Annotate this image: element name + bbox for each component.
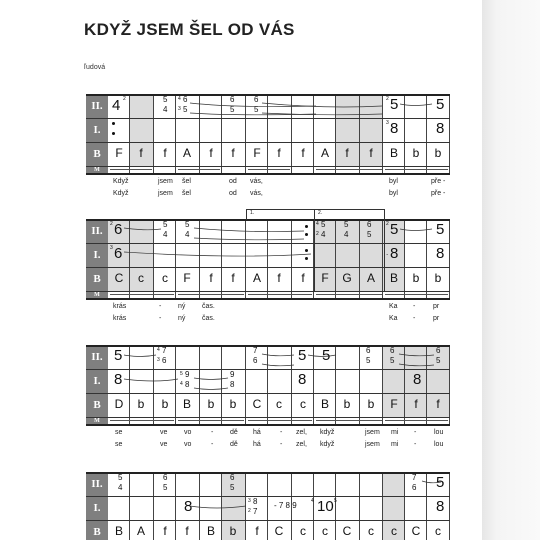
page-edge-shadow [482, 0, 540, 540]
lyric: když [320, 441, 335, 448]
lyric: pr [433, 303, 440, 310]
lyric: Ka [389, 303, 398, 310]
bass-note: B [320, 397, 329, 411]
lyric: lou [434, 441, 444, 448]
row-label-b: B [86, 393, 108, 417]
lyric: - [280, 441, 283, 448]
row-label-i: I. [86, 369, 108, 393]
bass-note: f [301, 271, 305, 285]
lyric: krás [113, 315, 127, 322]
bass-note: c [368, 524, 374, 538]
lyric: se [115, 429, 123, 436]
lyric: - [211, 441, 214, 448]
lyric: jsem [365, 429, 380, 436]
lyric: se [115, 441, 123, 448]
bass-note: b [229, 524, 237, 538]
row-label-ii: II. [86, 345, 108, 369]
bass-note: f [163, 524, 167, 538]
lyric: když [320, 429, 335, 436]
lyric: - [159, 303, 162, 310]
lyric: byl [389, 178, 398, 185]
bass-note: f [163, 146, 167, 160]
lyric: pře - [431, 178, 446, 185]
bass-note: A [182, 146, 191, 160]
bass-note: f [345, 146, 349, 160]
bass-note: c [300, 397, 306, 411]
slur-lines [86, 219, 450, 267]
lyric: há [253, 429, 261, 436]
bass-note: f [369, 146, 373, 160]
bass-note: G [342, 271, 352, 285]
bass-note: C [252, 397, 262, 411]
bass-note: A [252, 271, 261, 285]
lyric: krás [113, 303, 127, 310]
bass-note: B [206, 524, 215, 538]
bass-note: B [114, 524, 123, 538]
bass-note: F [390, 397, 398, 411]
bass-note: c [391, 524, 397, 538]
row-label-ii: II. [86, 219, 108, 243]
lyric: vo [184, 441, 192, 448]
lyric: pr [433, 315, 440, 322]
lyric: - [414, 441, 417, 448]
row-label-ii: II. [86, 94, 108, 118]
bass-note: C [342, 524, 352, 538]
tab-system-3: II. I. B M 5 4 7 3 6 7 6 5 5 6 5 6 5 6 5 8 5 9 4 8 9 8 8 8 D b b B b b C c c B b b F f f [86, 345, 450, 425]
lyric: dě [230, 429, 238, 436]
bass-note: b [434, 271, 442, 285]
row-label-b: B [86, 142, 108, 166]
lyric: zel, [296, 441, 307, 448]
lyric: pře - [431, 190, 446, 197]
row-label-i: I. [86, 496, 108, 520]
bass-note: b [161, 397, 169, 411]
bass-note: B [389, 146, 398, 160]
lyric: há [253, 441, 261, 448]
song-subtitle: ľudová [84, 64, 106, 71]
bass-note: F [183, 271, 191, 285]
lyric: ve [160, 429, 168, 436]
slur-lines [86, 472, 450, 520]
bass-note: f [436, 397, 440, 411]
lyric: šel [182, 178, 191, 185]
lyric: jsem [158, 178, 173, 185]
bass-note: b [229, 397, 237, 411]
bass-note: f [277, 146, 281, 160]
lyric: Když [113, 190, 129, 197]
lyric: - [159, 315, 162, 322]
volta-label-1: 1. [250, 210, 255, 216]
bass-note: f [209, 146, 213, 160]
tab-system-2: II. I. B M 1. 2. 2 6 5 4 5 4 4 5 2 4 5 4 6 5 2 5 5 3 6 . 8 8 C c c F f f A f f F G A B b b [86, 219, 450, 299]
lyric: jsem [158, 190, 173, 197]
lyric: vás, [250, 190, 263, 197]
bass-note: c [300, 524, 306, 538]
bass-note: b [412, 271, 420, 285]
lyric: - [413, 303, 416, 310]
bass-note: b [412, 146, 420, 160]
bass-note: f [277, 271, 281, 285]
lyric: dě [230, 441, 238, 448]
lyric: mi [391, 441, 399, 448]
bass-note: c [162, 271, 168, 285]
tab-system-4: II. I. B 5 4 6 5 6 5 7 6 5 8 3 8 2 7 - 7 8 9 4 10 5 8 B A f f B b f C c c C c c C c [86, 472, 450, 540]
lyric: - [211, 429, 214, 436]
lyric: ný [178, 315, 186, 322]
bass-note: f [414, 397, 418, 411]
bass-note: c [138, 271, 144, 285]
lyric: Ka [389, 315, 398, 322]
lyric: šel [182, 190, 191, 197]
bass-note: f [301, 146, 305, 160]
bass-note: B [389, 271, 398, 285]
bass-note: f [231, 271, 235, 285]
run-notes: - 7 8 9 [274, 501, 297, 510]
lyric: ve [160, 441, 168, 448]
bass-note: c [322, 524, 328, 538]
row-label-m: M [86, 166, 108, 174]
lyric: zel, [296, 429, 307, 436]
lyric: vás, [250, 178, 263, 185]
bass-note: c [276, 397, 282, 411]
bass-note: A [136, 524, 145, 538]
lyric: byl [389, 190, 398, 197]
bass-note: b [343, 397, 351, 411]
bass-note: f [185, 524, 189, 538]
bass-note: D [114, 397, 124, 411]
bass-note: f [231, 146, 235, 160]
slur-lines [86, 94, 450, 118]
bass-note: C [411, 524, 421, 538]
bass-note: b [434, 146, 442, 160]
bass-note: f [209, 271, 213, 285]
row-label-m: M [86, 417, 108, 425]
bass-note: A [366, 271, 375, 285]
lyric: jsem [365, 441, 380, 448]
lyric: lou [434, 429, 444, 436]
row-label-b: B [86, 520, 108, 540]
bass-note: F [115, 146, 123, 160]
lyric: od [229, 190, 237, 197]
row-label-i: I. [86, 243, 108, 267]
bass-note: F [253, 146, 261, 160]
row-label-b: B [86, 267, 108, 291]
lyric: čas. [202, 315, 215, 322]
bass-note: B [182, 397, 191, 411]
slur-lines [86, 345, 450, 393]
bass-note: f [255, 524, 259, 538]
row-label-m: M [86, 291, 108, 299]
lyric: mi [391, 429, 399, 436]
lyric: od [229, 178, 237, 185]
lyric: - [280, 429, 283, 436]
lyric: čas. [202, 303, 215, 310]
tab-system-1: II. I. B M 4 2 5 4 4 6 3 5 6 5 6 5 2 5 5 3 8 8 F f f A f f F f f A f f B b b [86, 94, 450, 174]
lyric: - [413, 315, 416, 322]
lyric: Když [113, 178, 129, 185]
bass-note: F [321, 271, 329, 285]
bass-note: b [367, 397, 375, 411]
bass-note: f [139, 146, 143, 160]
lyric: vo [184, 429, 192, 436]
row-label-i: I. [86, 118, 108, 142]
lyric: - [414, 429, 417, 436]
song-title: KDYŽ JSEM ŠEL OD VÁS [84, 20, 295, 39]
bass-note: b [207, 397, 215, 411]
volta-label-2: 2. [318, 210, 323, 216]
lyric: ný [178, 303, 186, 310]
bass-note: c [435, 524, 441, 538]
bass-note: C [114, 271, 124, 285]
bass-note: C [274, 524, 284, 538]
row-label-ii: II. [86, 472, 108, 496]
bass-note: b [137, 397, 145, 411]
bass-note: A [320, 146, 329, 160]
